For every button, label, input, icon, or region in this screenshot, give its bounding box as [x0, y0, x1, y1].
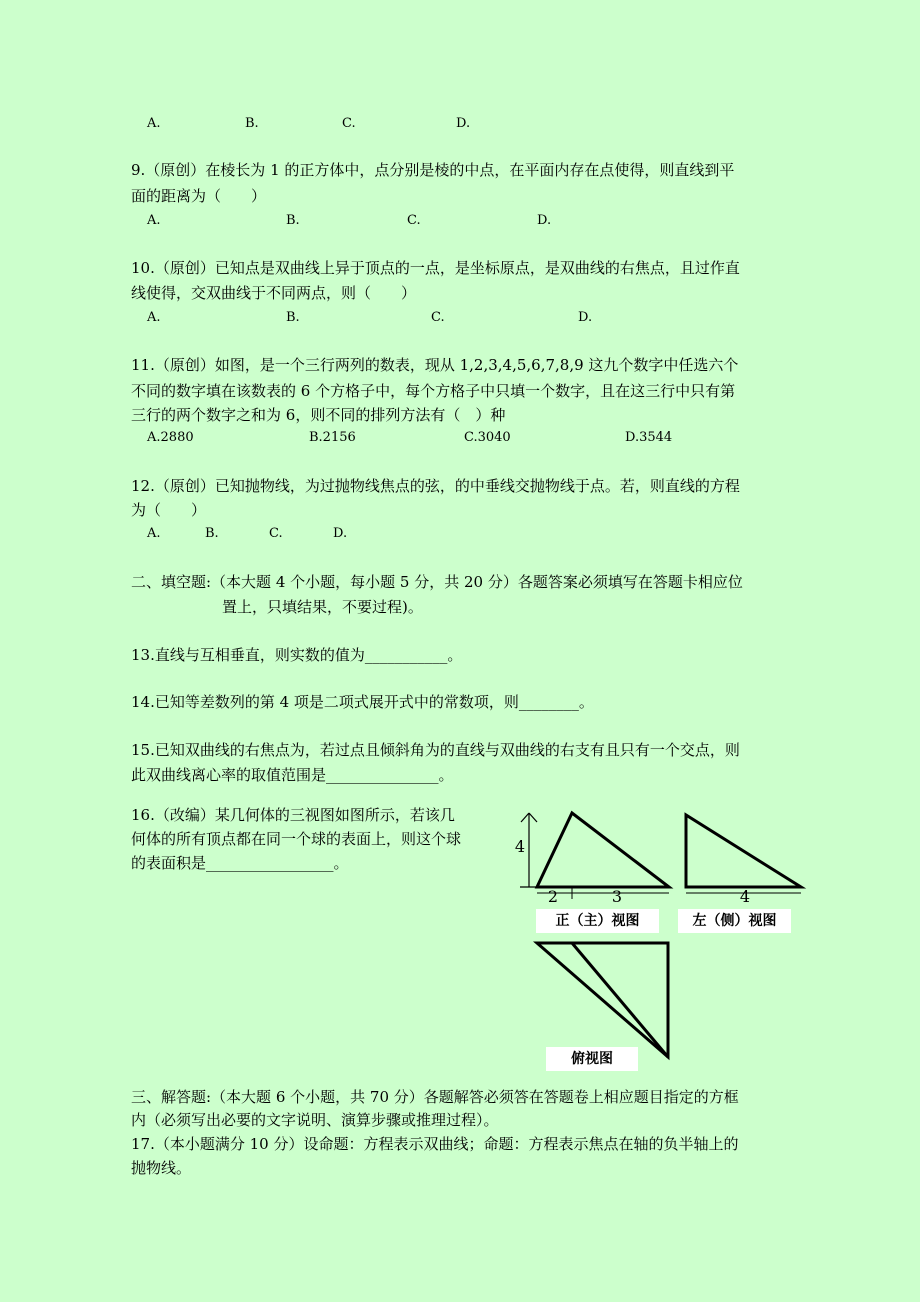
front-base-left-label: 2	[547, 887, 559, 906]
q9-line-2: 面的距离为（ ）	[131, 187, 267, 205]
q11-line-1: 11.（原创）如图，是一个三行两列的数表，现从 1,2,3,4,5,6,7,8,9 这九个数字中任选六个	[131, 356, 739, 374]
q12-option-d: D.	[333, 526, 348, 541]
q9-line-1: 9.（原创）在棱长为 1 的正方体中，点分别是棱的中点，在平面内存在点使得，则直线到平	[131, 161, 735, 179]
q10-line-2: 线使得，交双曲线于不同两点，则（ ）	[131, 284, 417, 302]
q9-option-c: C.	[407, 213, 421, 228]
q17-line-2: 抛物线。	[131, 1159, 192, 1177]
q16-line-1: 16.（改编）某几何体的三视图如图所示，若该几	[131, 806, 455, 824]
q16-line-2: 何体的所有顶点都在同一个球的表面上，则这个球	[131, 830, 462, 848]
q10-option-b: B.	[286, 310, 300, 325]
section-3-heading-line-2: 内（必须写出必要的文字说明、演算步骤或推理过程）。	[131, 1111, 499, 1129]
top-view-outline	[537, 943, 668, 1057]
front-height-arrow-right	[529, 813, 537, 822]
side-base-label: 4	[739, 887, 751, 906]
q17-line-1: 17.（本小题满分 10 分）设命题：方程表示双曲线；命题：方程表示焦点在轴的负半轴上的	[131, 1135, 739, 1153]
q8-option-b: B.	[245, 116, 259, 131]
q9-option-d: D.	[537, 213, 552, 228]
q12-option-b: B.	[205, 526, 219, 541]
section-3-heading-line-1: 三、解答题:（本大题 6 个小题，共 70 分）各题解答必须答在答题卷上相应题目指定的方框	[131, 1088, 739, 1106]
q11-option-c: C.3040	[464, 430, 511, 445]
side-view-label: 左（侧）视图	[678, 909, 791, 933]
q9-option-a: A.	[147, 213, 161, 228]
q11-option-b: B.2156	[309, 430, 356, 445]
q10-line-1: 10.（原创）已知点是双曲线上异于顶点的一点，是坐标原点，是双曲线的右焦点，且过作直	[131, 259, 740, 277]
q10-option-c: C.	[431, 310, 445, 325]
front-base-right-label: 3	[611, 887, 623, 906]
section-2-heading-line-1: 二、填空题:（本大题 4 个小题，每小题 5 分，共 20 分）各题答案必须填写在答题卡相应位	[131, 573, 743, 591]
q14-text: 14.已知等差数列的第 4 项是二项式展开式中的常数项，则________。	[131, 693, 594, 711]
q12-line-2: 为（ ）	[131, 501, 207, 519]
q11-line-2: 不同的数字填在该数表的 6 个方格子中，每个方格子中只填一个数字，且在这三行中只有第	[131, 382, 736, 400]
front-view-triangle	[537, 813, 669, 887]
q15-line-1: 15.已知双曲线的右焦点为，若过点且倾斜角为的直线与双曲线的右支有且只有一个交点，则	[131, 741, 740, 759]
front-height-label: 4	[514, 837, 525, 856]
q12-line-1: 12.（原创）已知抛物线，为过抛物线焦点的弦，的中垂线交抛物线于点。若，则直线的方程	[131, 477, 740, 495]
side-view	[686, 815, 801, 893]
q13-text: 13.直线与互相垂直，则实数的值为___________。	[131, 646, 463, 664]
q12-option-c: C.	[269, 526, 283, 541]
front-view	[520, 813, 669, 899]
side-view-triangle	[686, 815, 801, 887]
top-view-label: 俯视图	[546, 1047, 638, 1071]
section-2-heading-line-2: 置上，只填结果，不要过程)。	[222, 598, 423, 616]
q11-line-3: 三行的两个数字之和为 6，则不同的排列方法有（ ）种	[131, 406, 506, 424]
q9-option-b: B.	[286, 213, 300, 228]
q15-line-2: 此双曲线离心率的取值范围是_______________。	[131, 766, 454, 784]
q10-option-d: D.	[578, 310, 593, 325]
front-height-arrow-left	[521, 813, 529, 822]
top-view-inner-line	[572, 943, 668, 1057]
q8-option-c: C.	[342, 116, 356, 131]
q10-option-a: A.	[147, 310, 161, 325]
top-view	[537, 943, 668, 1057]
q11-option-d: D.3544	[625, 430, 673, 445]
q12-option-a: A.	[147, 526, 161, 541]
q16-line-3: 的表面积是_________________。	[131, 854, 349, 872]
q8-option-d: D.	[456, 116, 471, 131]
q11-option-a: A.2880	[147, 430, 194, 445]
q8-option-a: A.	[147, 116, 161, 131]
front-view-label: 正（主）视图	[536, 909, 659, 933]
